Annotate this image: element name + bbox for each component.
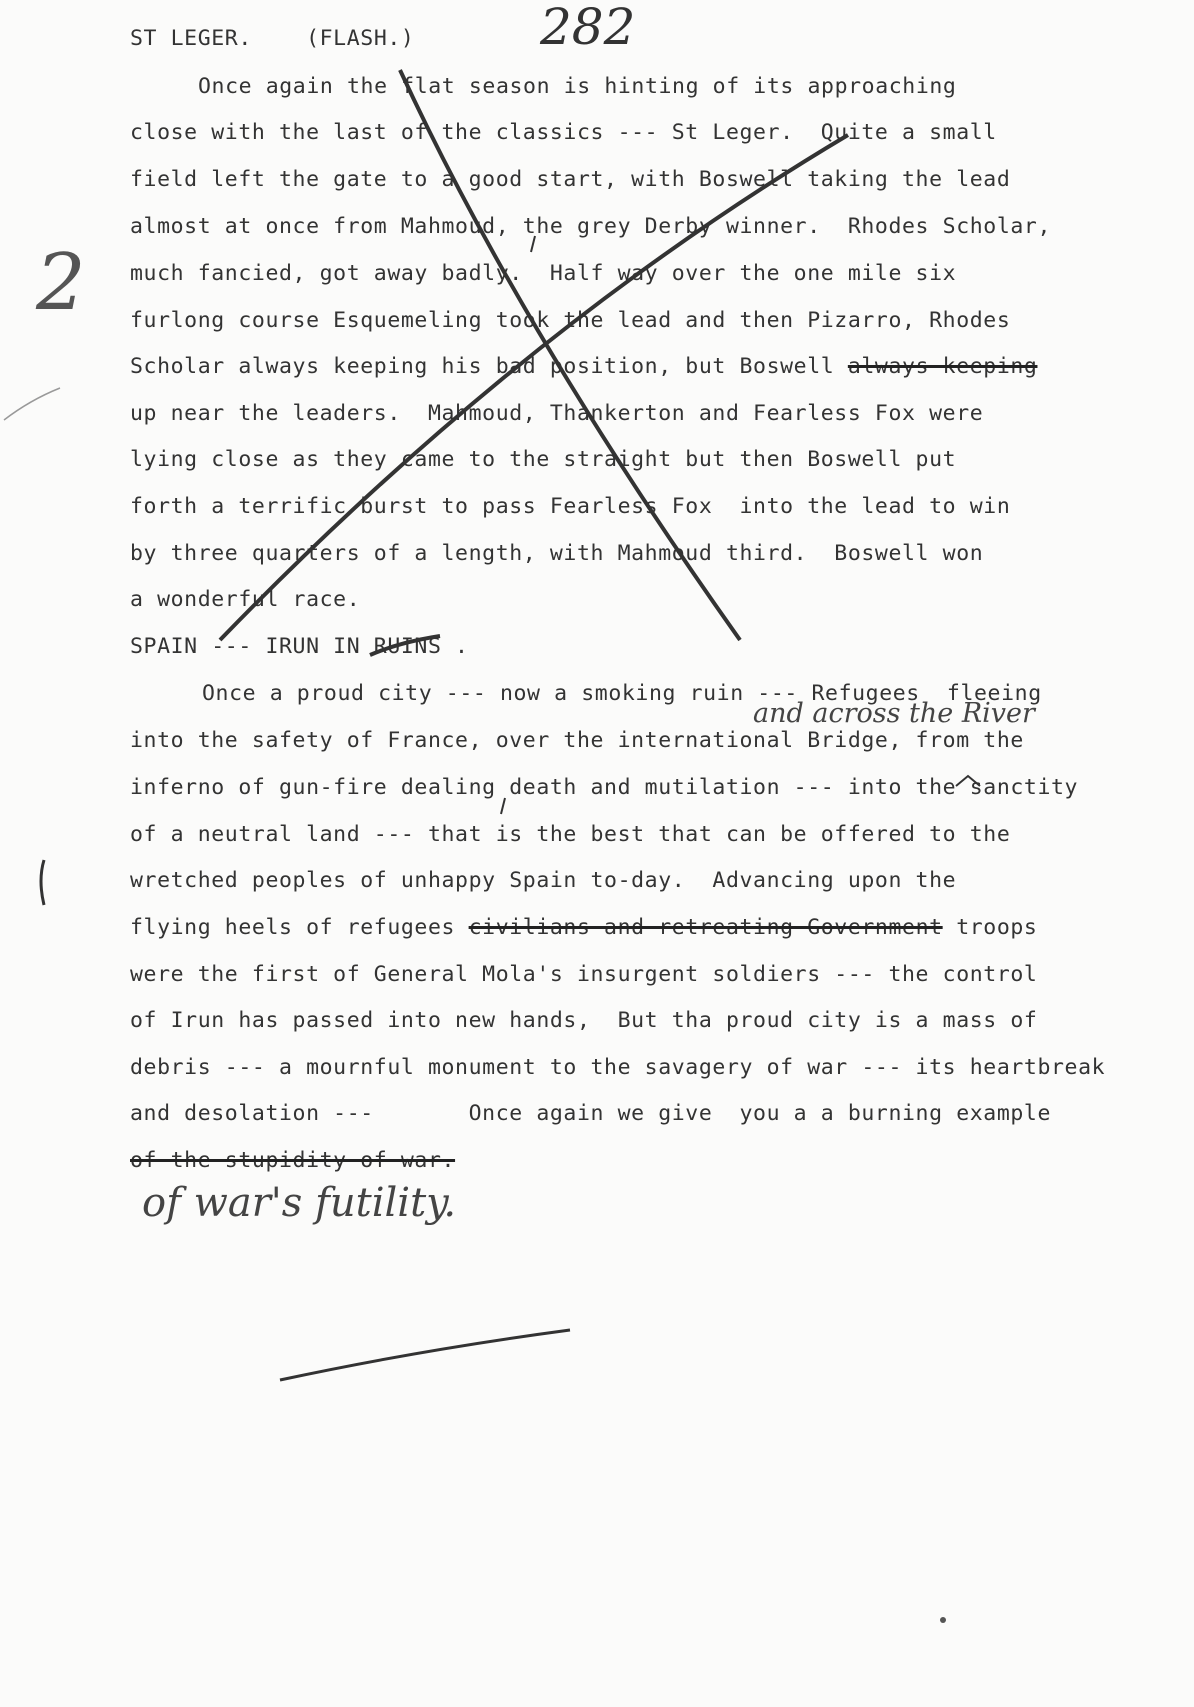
- struck-text: of the stupidity of war.: [130, 1148, 456, 1173]
- story2-heading: SPAIN --- IRUN IN RUINS .: [130, 634, 469, 659]
- story1-line: Scholar always keeping his bad position, but Boswell: [130, 354, 835, 379]
- insert-caret: [531, 236, 535, 252]
- header-flash: (FLASH.): [306, 26, 415, 51]
- insert-caret: [501, 798, 505, 814]
- story2-line: of Irun has passed into new hands, But tha proud city is a mass of: [130, 1008, 1038, 1033]
- margin-line: [4, 388, 60, 420]
- story1-line: close with the last of the classics --- St Leger. Quite a small: [130, 120, 997, 145]
- story1-line: much fancied, got away badly. Half way over the one mile six: [130, 261, 957, 286]
- story1-line: field left the gate to a good start, with Boswell taking the lead: [130, 167, 1011, 192]
- story1-line: by three quarters of a length, with Mahmoud third. Boswell won: [130, 541, 984, 566]
- story2-line: wretched peoples of unhappy Spain to-day. Advancing upon the: [130, 868, 957, 893]
- cross-stroke: [400, 70, 740, 640]
- story2-after-strike: troops: [956, 915, 1038, 940]
- story2-line: were the first of General Mola's insurgent soldiers --- the control: [130, 962, 1038, 987]
- story1-line: furlong course Esquemeling took the lead and then Pizarro, Rhodes: [130, 308, 1011, 333]
- cross-stroke: [220, 135, 848, 640]
- story2-line: of a neutral land --- that is the best that can be offered to the: [130, 822, 1011, 847]
- story2-line: flying heels of refugees: [130, 915, 456, 940]
- story2-line: into the safety of France, over the international Bridge, from the: [130, 728, 1024, 753]
- insert-caret: [956, 776, 980, 786]
- handwritten-insert: and across the River: [753, 698, 1035, 729]
- underline-stroke: [280, 1330, 570, 1380]
- story2-line: debris --- a mournful monument to the savagery of war --- its heartbreak: [130, 1055, 1106, 1080]
- ink-spot: [940, 1617, 946, 1623]
- story1-line: almost at once from Mahmoud, the grey Derby winner. Rhodes Scholar,: [130, 214, 1051, 239]
- story2-line: and desolation --- Once again we give you a a burning example: [130, 1101, 1051, 1126]
- handwritten-ending: of war's futility.: [142, 1180, 457, 1226]
- struck-text: civilians and retreating Government: [468, 915, 943, 940]
- handwritten-margin-mark: 2: [36, 238, 86, 328]
- handwritten-page-number: 282: [540, 0, 636, 56]
- story1-line: a wonderful race.: [130, 587, 361, 612]
- story1-line: forth a terrific burst to pass Fearless Fox into the lead to win: [130, 494, 1011, 519]
- story2-line: inferno of gun-fire dealing death and mutilation --- into the sanctity: [130, 775, 1079, 800]
- struck-text: always keeping: [847, 354, 1038, 379]
- header-title-suffix: .: [238, 26, 252, 51]
- margin-bracket: [41, 860, 44, 905]
- story1-line: lying close as they came to the straight but then Boswell put: [130, 447, 957, 472]
- story1-line: up near the leaders. Mahmoud, Thankerton and Fearless Fox were: [130, 401, 984, 426]
- story1-line: Once again the flat season is hinting of its approaching: [198, 74, 957, 99]
- header-title: ST LEGER: [130, 26, 239, 51]
- flourish-stroke: [370, 636, 440, 655]
- story2-line: Once a proud city --- now a smoking ruin --- Refugees fleeing: [202, 681, 1042, 706]
